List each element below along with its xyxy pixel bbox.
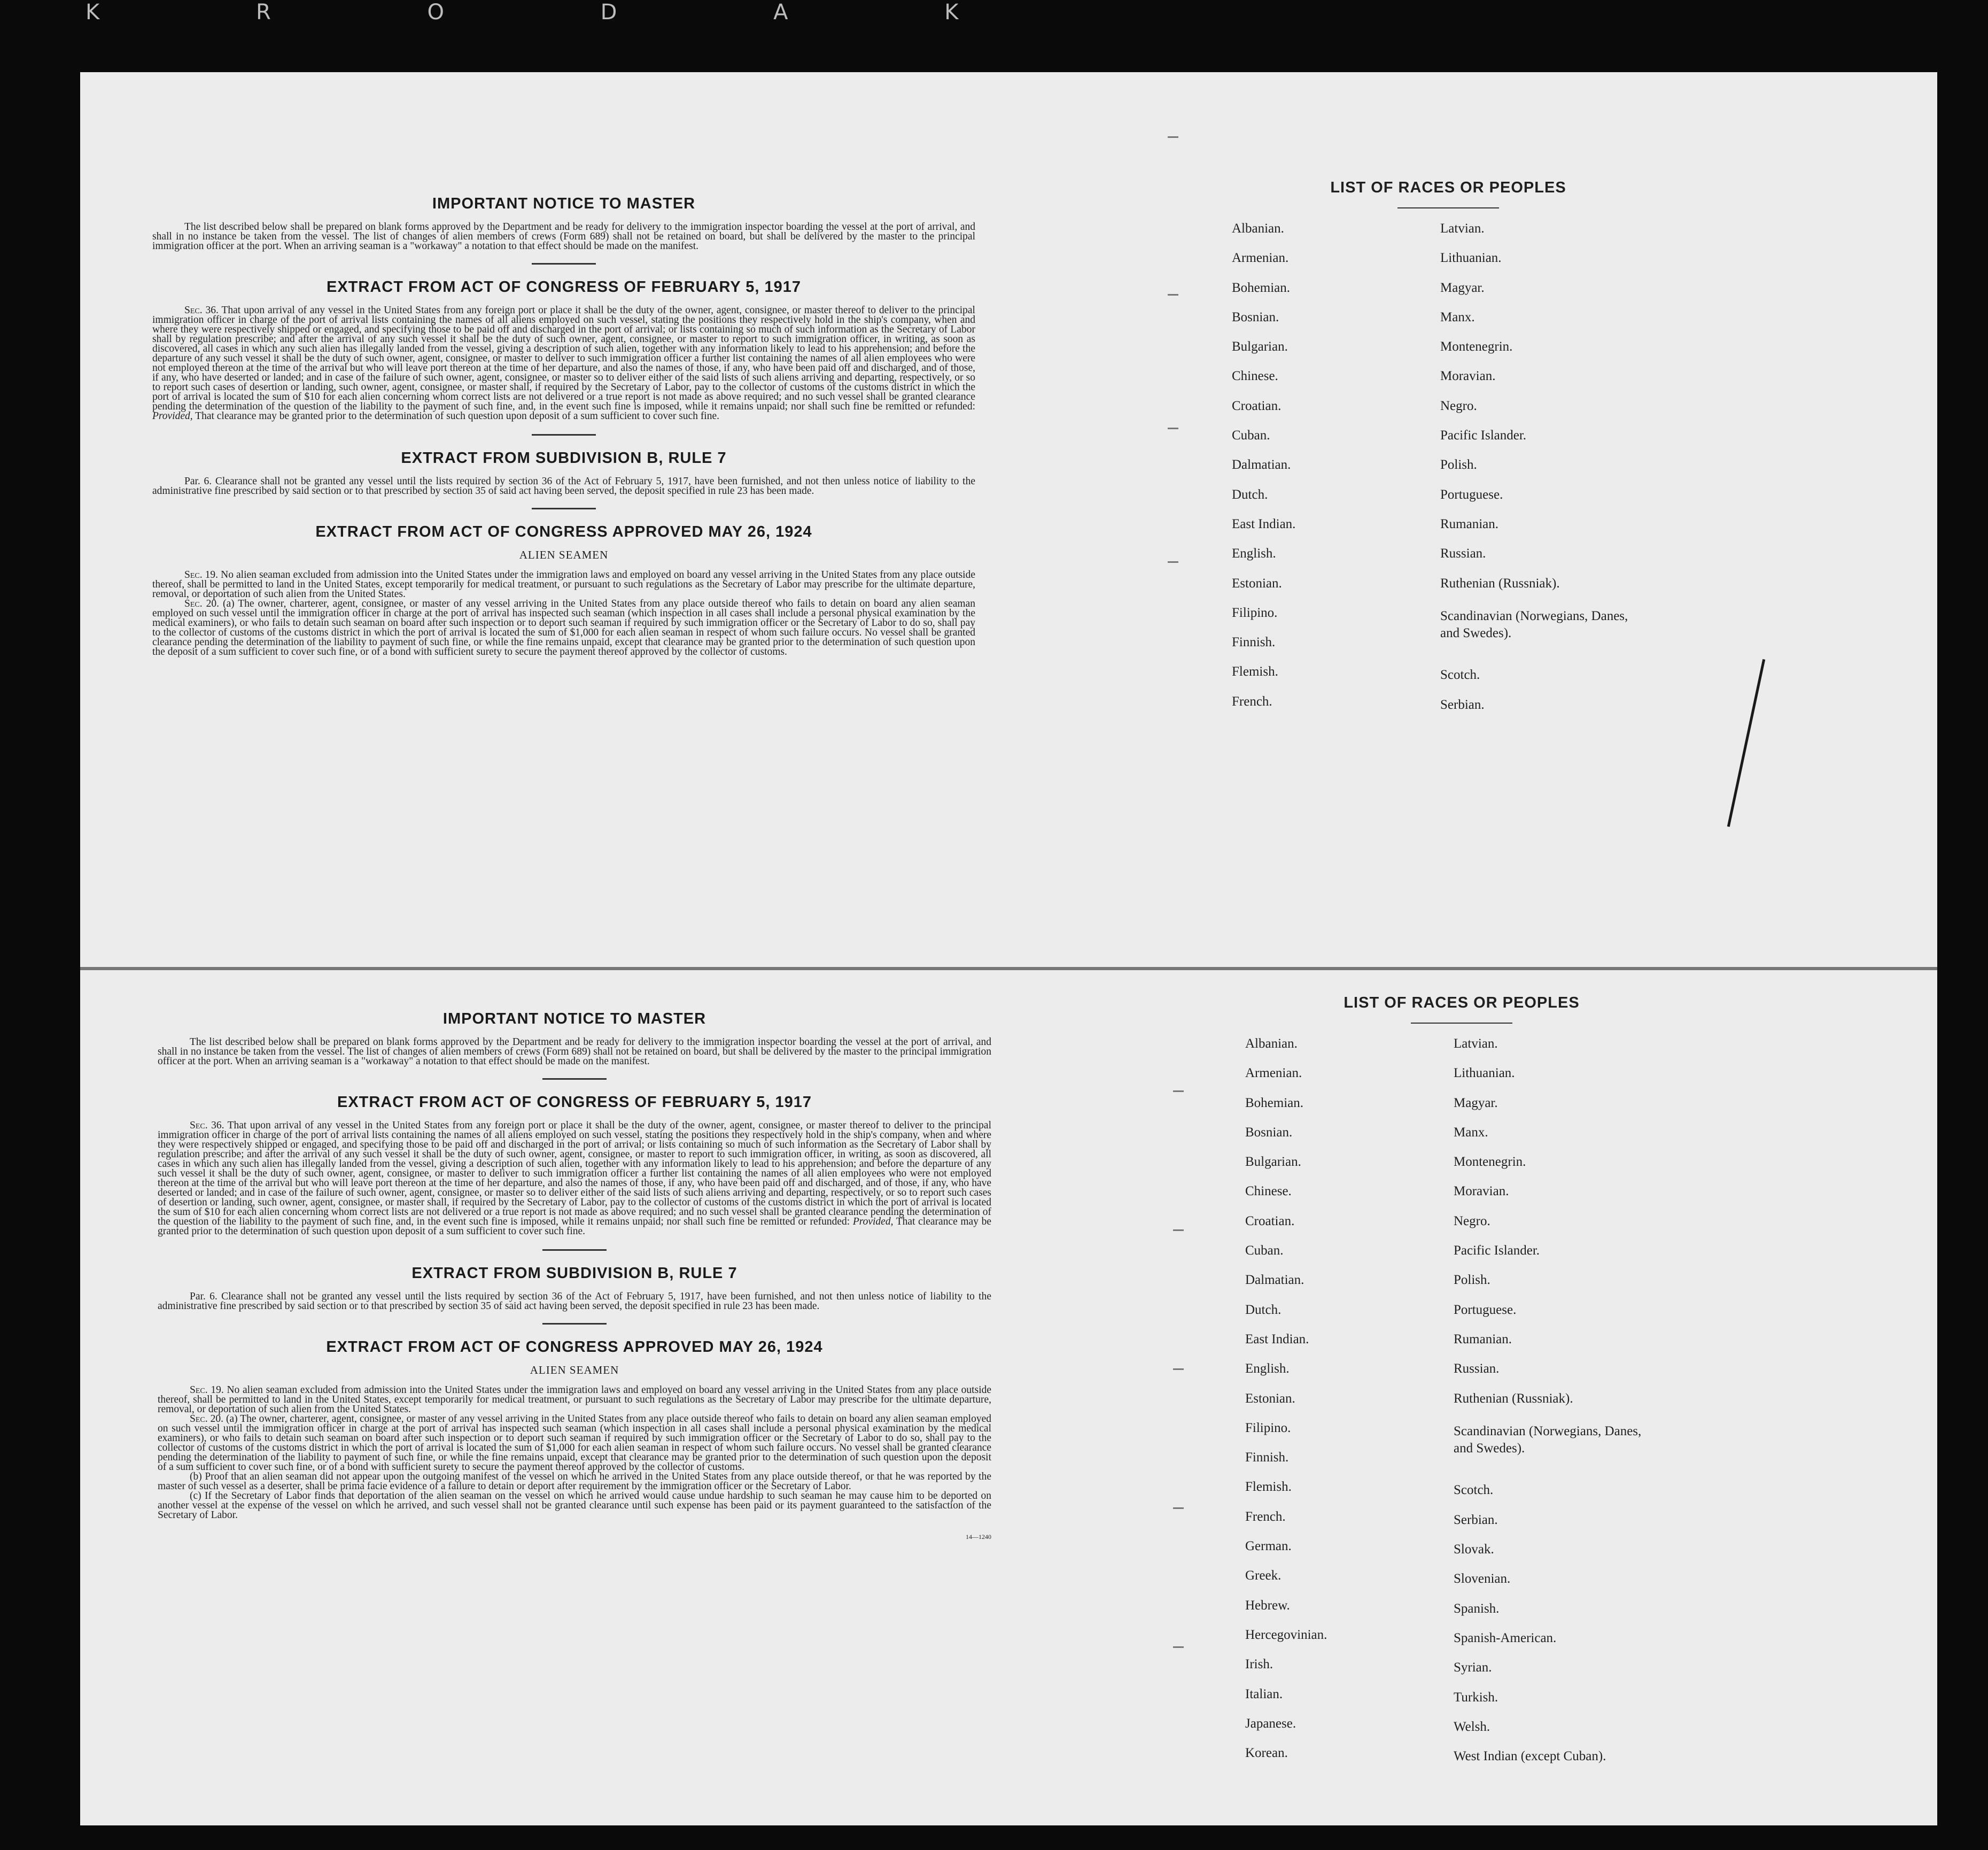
race-item: Finnish. xyxy=(1232,635,1276,650)
race-item: Hercegovinian. xyxy=(1245,1627,1327,1642)
fold-dash xyxy=(1173,1368,1184,1370)
act-1917-title: EXTRACT FROM ACT OF CONGRESS OF FEBRUARY 5, 1917 xyxy=(337,1094,812,1111)
race-item: Croatian. xyxy=(1232,398,1282,413)
race-item: Italian. xyxy=(1245,1686,1283,1701)
race-item: Manx. xyxy=(1440,309,1475,324)
race-item: Chinese. xyxy=(1245,1184,1292,1199)
sec-20b-text: (b) Proof that an alien seaman did not appear upon the outgoing manifest of the vessel on which he arrived in the United States from any place outside thereof, or that he was reported by the master of such vessel as a deserter, shall be prima facie evidence of a failure to detain or deport after requirement by the immigration officer or the Secretary of Labor. xyxy=(158,1471,991,1492)
race-item: Estonian. xyxy=(1245,1391,1295,1406)
race-item: Flemish. xyxy=(1232,664,1278,679)
race-item: Hebrew. xyxy=(1245,1598,1290,1613)
section-body: That upon arrival of any vessel in the United States from any foreign port or place it shall be the duty of the owner, agent, consignee, or master thereof to deliver to the principal immigration officer in charge of the port of arrival lists containing the names of all aliens employed on such vessel, stating the positions they respectively hold in the ship's company, when and where they were respectively shipped or engaged, and specifying those to be paid off and discharged in the port of arrival; or lists containing so much of such information as the Secretary of Labor shall by regulation prescribe; and after the arrival of any such vessel it shall be the duty of such owner, agent, consignee, or master to report to such immigration officer, in writing, as soon as discovered, all cases in which any such alien has illegally landed from the vessel, giving a description of such alien, together with any information likely to lead to his apprehension; and before the departure of any such vessel it shall be the duty of such owner, agent, consignee, or master to deliver to such immigration officer a further list containing the names of all alien employees who were not employed thereon at the time of the arrival but who will leave port thereon at the time of her departure, and also the names of those, if any, who have been paid off and discharged, and of those, if any, who have deserted or landed; and in case of the failure of such owner, agent, consignee, or master so to deliver either of the said lists of such aliens arriving and departing, respectively, or so to report such cases of desertion or landing, such owner, agent, consignee, or master shall, if required by the Secretary of Labor, pay to the collector of customs of the customs district in which the port of arrival is located the sum of $10 for each alien concerning whom correct lists are not delivered or a true report is not made as above required; and no such vessel shall be granted clearance pending the determination of the question of the liability to the payment of such fine, and, in the event such fine is imposed, while it remains unpaid; nor shall such fine be remitted or refunded: xyxy=(152,305,975,412)
rule-7-title: EXTRACT FROM SUBDIVISION B, RULE 7 xyxy=(411,1265,737,1282)
film-edge-code: K R O D A K xyxy=(86,0,1034,25)
race-item: Ruthenian (Russniak). xyxy=(1454,1391,1573,1406)
race-item: Manx. xyxy=(1454,1125,1488,1140)
act-1924-subtitle: ALIEN SEAMEN xyxy=(519,548,609,561)
race-item: Scandinavian (Norwegians, Danes, and Swedes). xyxy=(1440,608,1628,640)
act-1917-text xyxy=(158,1121,991,1236)
race-item: Latvian. xyxy=(1440,221,1485,236)
race-item: Ruthenian (Russniak). xyxy=(1440,576,1560,591)
notice-title: IMPORTANT NOTICE TO MASTER xyxy=(442,1010,706,1027)
race-item: Dutch. xyxy=(1232,487,1268,502)
sec-20a-text xyxy=(152,599,975,657)
section-label: Sec. 20. xyxy=(184,598,219,609)
act-1924-title: EXTRACT FROM ACT OF CONGRESS APPROVED MAY 26, 1924 xyxy=(315,523,812,540)
race-item: Scotch. xyxy=(1440,668,1480,683)
race-item: Montenegrin. xyxy=(1454,1155,1526,1170)
sec-19-text xyxy=(158,1385,991,1414)
notice-text: The list described below shall be prepared on blank forms approved by the Department and be ready for delivery to the immigration inspector boarding the vessel at the port of arrival, and shall in no instance be taken from the vessel. The list of changes of alien members of crews (Form 689) shall not be retained on board, but shall be delivered by the master to the principal immigration officer at the port. When an arriving seaman is a "workaway" a notation to that effect should be made on the manifest. xyxy=(158,1036,991,1067)
race-item: French. xyxy=(1232,694,1272,709)
fold-dash xyxy=(1173,1090,1184,1092)
section-body: That upon arrival of any vessel in the United States from any foreign port or place it shall be the duty of the owner, agent, consignee, or master thereof to deliver to the principal immigration officer in charge of the port of arrival lists containing the names of all aliens employed on such vessel, stating the positions they respectively hold in the ship's company, when and where they were respectively shipped or engaged, and specifying those to be paid off and discharged in the port of arrival; or lists containing so much of such information as the Secretary of Labor shall by regulation prescribe; and after the arrival of any such vessel it shall be the duty of such owner, agent, consignee, or master to report to such immigration officer, in writing, as soon as discovered, all cases in which any such alien has illegally landed from the vessel, giving a description of such alien, together with any information likely to lead to his apprehension; and before the departure of any such vessel it shall be the duty of such owner, agent, consignee, or master to deliver to such immigration officer a further list containing the names of all alien employees who were not employed thereon at the time of the arrival but who will leave port thereon at the time of her departure, and also the names of those, if any, who have been paid off and discharged, and of those, if any, who have deserted or landed; and in case of the failure of such owner, agent, consignee, or master so to deliver either of the said lists of such aliens arriving and departing, respectively, or so to report such cases of desertion or landing, such owner, agent, consignee, or master shall, if required by the Secretary of Labor, pay to the collector of customs of the customs district in which the port of arrival is located the sum of $10 for each alien concerning whom correct lists are not delivered or a true report is not made as above required; and no such vessel shall be granted clearance pending the determination of the question of the liability to the payment of such fine, and, in the event such fine is imposed, while it remains unpaid; nor shall such fine be remitted or refunded: xyxy=(158,1120,991,1227)
top-notice-column xyxy=(152,195,976,657)
divider xyxy=(542,1323,607,1325)
race-item: Serbian. xyxy=(1454,1512,1498,1527)
fold-dash xyxy=(1173,1507,1184,1509)
race-item: Portuguese. xyxy=(1440,487,1503,502)
race-item: Albanian. xyxy=(1245,1036,1298,1051)
race-item: Dutch. xyxy=(1245,1302,1282,1317)
race-item: Slovenian. xyxy=(1454,1572,1511,1586)
race-item: Korean. xyxy=(1245,1746,1288,1761)
races-right-list xyxy=(1440,220,1665,726)
race-item: Pacific Islander. xyxy=(1454,1243,1540,1258)
act-1917-title: EXTRACT FROM ACT OF CONGRESS OF FEBRUARY 5, 1917 xyxy=(326,278,802,296)
race-item: Spanish. xyxy=(1454,1601,1500,1616)
race-item: Bulgarian. xyxy=(1232,339,1288,354)
race-item: Bosnian. xyxy=(1232,309,1279,324)
races-right-list xyxy=(1454,1035,1678,1777)
race-item: Armenian. xyxy=(1232,251,1289,266)
race-item: Chinese. xyxy=(1232,369,1278,384)
race-item: Estonian. xyxy=(1232,576,1282,591)
proviso-text: That clearance may be granted prior to the determination of such question upon deposit of a sum sufficient to cover such fine. xyxy=(195,411,720,422)
sec-19-text xyxy=(152,570,975,599)
races-left-list xyxy=(1245,1035,1454,1777)
rule-7-title: EXTRACT FROM SUBDIVISION B, RULE 7 xyxy=(401,450,727,467)
divider xyxy=(532,263,596,265)
race-item: Cuban. xyxy=(1245,1243,1284,1258)
divider xyxy=(542,1249,607,1251)
divider xyxy=(1397,207,1499,208)
rule-7-text: Par. 6. Clearance shall not be granted any vessel until the lists required by section 36 of the Act of February 5, 1917, have been furnished, and not then unless notice of liability to the administrative fine prescribed by said section or to that prescribed by section 35 of said act having been served, the deposit specified in rule 23 has been made. xyxy=(152,476,975,497)
race-item: Magyar. xyxy=(1454,1095,1498,1110)
race-item: Montenegrin. xyxy=(1440,339,1513,354)
sec-20a-text xyxy=(158,1414,991,1472)
notice-text: The list described below shall be prepared on blank forms approved by the Department and be ready for delivery to the immigration inspector boarding the vessel at the port of arrival, and shall in no instance be taken from the vessel. The list of changes of alien members of crews (Form 689) shall not be retained on board, but shall be delivered by the master to the principal immigration officer at the port. When an arriving seaman is a "workaway" a notation to that effect should be made on the manifest. xyxy=(152,221,975,252)
fold-dash xyxy=(1168,136,1178,138)
act-1924-title: EXTRACT FROM ACT OF CONGRESS APPROVED MAY 26, 1924 xyxy=(326,1338,823,1356)
race-item: French. xyxy=(1245,1509,1286,1524)
race-item: Spanish-American. xyxy=(1454,1630,1557,1645)
section-label: Sec. 19. xyxy=(184,569,219,580)
proviso-word: Provided, xyxy=(152,411,193,422)
rule-7-text: Par. 6. Clearance shall not be granted any vessel until the lists required by section 36 of the Act of February 5, 1917, have been furnished, and not then unless notice of liability to the administrative fine prescribed by said section or to that prescribed by section 35 of said act having been served, the deposit specified in rule 23 has been made. xyxy=(158,1291,991,1312)
race-item: German. xyxy=(1245,1539,1292,1554)
races-left-list xyxy=(1232,220,1440,726)
race-item: Latvian. xyxy=(1454,1036,1498,1051)
pen-mark xyxy=(1727,659,1765,827)
section-label: Sec. 36. xyxy=(190,1120,224,1131)
section-body: No alien seaman excluded from admission into the United States under the immigration laws and employed on board any vessel arriving in the United States from any place outside thereof, shall be permitted to land in the United States, except temporarily for medical treatment, or pursuant to such regulations as the Secretary of Labor may prescribe for the ultimate departure, removal, or deportation of such alien from the United States. xyxy=(158,1384,992,1415)
section-body: (a) The owner, charterer, agent, consignee, or master of any vessel arriving in the United States from any place outside thereof who fails to detain on board any alien seaman employed on such vessel until the immigration officer in charge at the port of arrival has inspected such seaman (which inspection in all cases shall include a personal physical examination by the medical examiners), or who fails to detain such seaman on board after such inspection or to deport such seaman if required by such immigration officer or the Secretary of Labor to do so, shall pay to the collector of customs of the customs district in which the port of arrival is located the sum of $1,000 for each alien seaman in respect of whom such failure occurs. No vessel shall be granted clearance pending the determination of the liability to payment of such fine, or while the fine remains unpaid, except that clearance may be granted prior to the determination of such question upon the deposit of a sum sufficient to cover such fine, or of a bond with sufficient surety to secure the payment thereof approved by the collector of customs. xyxy=(158,1413,991,1473)
form-number: 14—1240 xyxy=(966,1533,991,1541)
fold-dash xyxy=(1168,294,1178,296)
proviso-text: That clearance may be granted prior to the determination of such question upon deposit of a sum sufficient to cover such fine. xyxy=(158,1216,992,1237)
race-item: Slovak. xyxy=(1454,1542,1494,1557)
race-item: Negro. xyxy=(1454,1213,1490,1228)
race-item: Polish. xyxy=(1440,458,1477,473)
section-label: Sec. 20. xyxy=(190,1413,223,1425)
fold-dash xyxy=(1173,1646,1184,1648)
section-label: Sec. 19. xyxy=(190,1384,224,1396)
race-item: Bohemian. xyxy=(1232,280,1291,295)
top-races-column xyxy=(1232,179,1665,726)
divider xyxy=(1411,1023,1512,1024)
top-sheet xyxy=(80,72,1937,986)
section-body: No alien seaman excluded from admission into the United States under the immigration laws and employed on board any vessel arriving in the United States from any place outside thereof, shall be permitted to land in the United States, except temporarily for medical treatment, or pursuant to such regulations as the Secretary of Labor may prescribe for the ultimate departure, removal, or deportation of such alien from the United States. xyxy=(152,569,976,600)
race-item: Croatian. xyxy=(1245,1213,1295,1228)
notice-title: IMPORTANT NOTICE TO MASTER xyxy=(432,195,696,212)
race-item: Dalmatian. xyxy=(1232,458,1291,473)
race-item: Scotch. xyxy=(1454,1483,1494,1498)
race-item: Welsh. xyxy=(1454,1719,1490,1734)
race-item: Dalmatian. xyxy=(1245,1273,1304,1288)
race-item: Greek. xyxy=(1245,1568,1282,1583)
race-item: Bosnian. xyxy=(1245,1125,1293,1140)
divider xyxy=(542,1078,607,1080)
bottom-races-column xyxy=(1245,994,1678,1777)
act-1917-text xyxy=(152,306,975,421)
race-item: Flemish. xyxy=(1245,1480,1292,1495)
fold-dash xyxy=(1168,428,1178,429)
race-item: East Indian. xyxy=(1232,516,1296,531)
race-item: Filipino. xyxy=(1232,605,1278,620)
race-item: Albanian. xyxy=(1232,221,1284,236)
race-item: Filipino. xyxy=(1245,1420,1291,1435)
section-label: Sec. 36. xyxy=(184,305,219,316)
race-item: Moravian. xyxy=(1440,369,1496,384)
race-item: Magyar. xyxy=(1440,280,1485,295)
race-item: Pacific Islander. xyxy=(1440,428,1527,443)
race-item: Lithuanian. xyxy=(1454,1066,1515,1081)
race-item: Turkish. xyxy=(1454,1690,1498,1705)
sec-20c-text: (c) If the Secretary of Labor finds that deportation of the alien seaman on the vessel on which he arrived would cause undue hardship to such seaman he may cause him to be deported on another vessel at the expense of the vessel on which he arrived, and such vessel shall not be granted clearance until such expense has been paid or its payment guaranteed to the satisfaction of the Secretary of Labor. xyxy=(158,1490,991,1521)
race-item: Bulgarian. xyxy=(1245,1155,1301,1170)
race-item: Portuguese. xyxy=(1454,1302,1517,1317)
proviso-word: Provided, xyxy=(852,1216,894,1227)
race-item: West Indian (except Cuban). xyxy=(1454,1749,1606,1764)
race-item: Japanese. xyxy=(1245,1716,1296,1731)
race-item: Serbian. xyxy=(1440,697,1485,712)
race-item: Russian. xyxy=(1454,1361,1500,1376)
race-item: Lithuanian. xyxy=(1440,251,1502,266)
section-body: (a) The owner, charterer, agent, consignee, or master of any vessel arriving in the United States from any place outside thereof who fails to detain on board any alien seaman employed on such vessel until the immigration officer in charge at the port of arrival has inspected such seaman (which inspection in all cases shall include a personal physical examination by the medical examiners), or who fails to detain such seaman on board after such inspection or to deport such seaman if required by such immigration officer or the Secretary of Labor to do so, shall pay to the collector of customs of the customs district in which the port of arrival is located the sum of $1,000 for each alien seaman in respect of whom such failure occurs. No vessel shall be granted clearance pending the determination of the liability to payment of such fine, or while the fine remains unpaid, except that clearance may be granted prior to the determination of such question upon the deposit of a sum sufficient to cover such fine, or of a bond with sufficient surety to secure the payment thereof approved by the collector of customs. xyxy=(152,598,975,657)
race-item: Syrian. xyxy=(1454,1660,1492,1675)
race-item: Russian. xyxy=(1440,546,1486,561)
race-item: English. xyxy=(1245,1361,1290,1376)
race-item: Bohemian. xyxy=(1245,1095,1304,1110)
fold-dash xyxy=(1168,561,1178,563)
race-item: Scandinavian (Norwegians, Danes, and Swedes). xyxy=(1454,1423,1642,1456)
race-item: Moravian. xyxy=(1454,1184,1509,1199)
race-item: Negro. xyxy=(1440,398,1477,413)
race-item: East Indian. xyxy=(1245,1332,1309,1346)
races-title: LIST OF RACES OR PEOPLES xyxy=(1344,994,1580,1011)
race-item: Rumanian. xyxy=(1440,516,1499,531)
race-item: Armenian. xyxy=(1245,1066,1302,1081)
races-title: LIST OF RACES OR PEOPLES xyxy=(1330,179,1566,196)
fold-dash xyxy=(1173,1229,1184,1231)
bottom-sheet xyxy=(80,970,1937,1825)
divider xyxy=(532,434,596,436)
race-item: Irish. xyxy=(1245,1657,1273,1672)
race-item: Finnish. xyxy=(1245,1450,1289,1465)
bottom-notice-column xyxy=(158,1010,991,1541)
act-1924-subtitle: ALIEN SEAMEN xyxy=(530,1364,619,1376)
races-grid xyxy=(1245,1035,1678,1777)
race-item: Cuban. xyxy=(1232,428,1270,443)
races-grid xyxy=(1232,220,1665,726)
divider xyxy=(532,508,596,509)
race-item: Rumanian. xyxy=(1454,1332,1512,1346)
race-item: English. xyxy=(1232,546,1276,561)
race-item: Polish. xyxy=(1454,1273,1490,1288)
truncated-sections xyxy=(152,569,976,657)
